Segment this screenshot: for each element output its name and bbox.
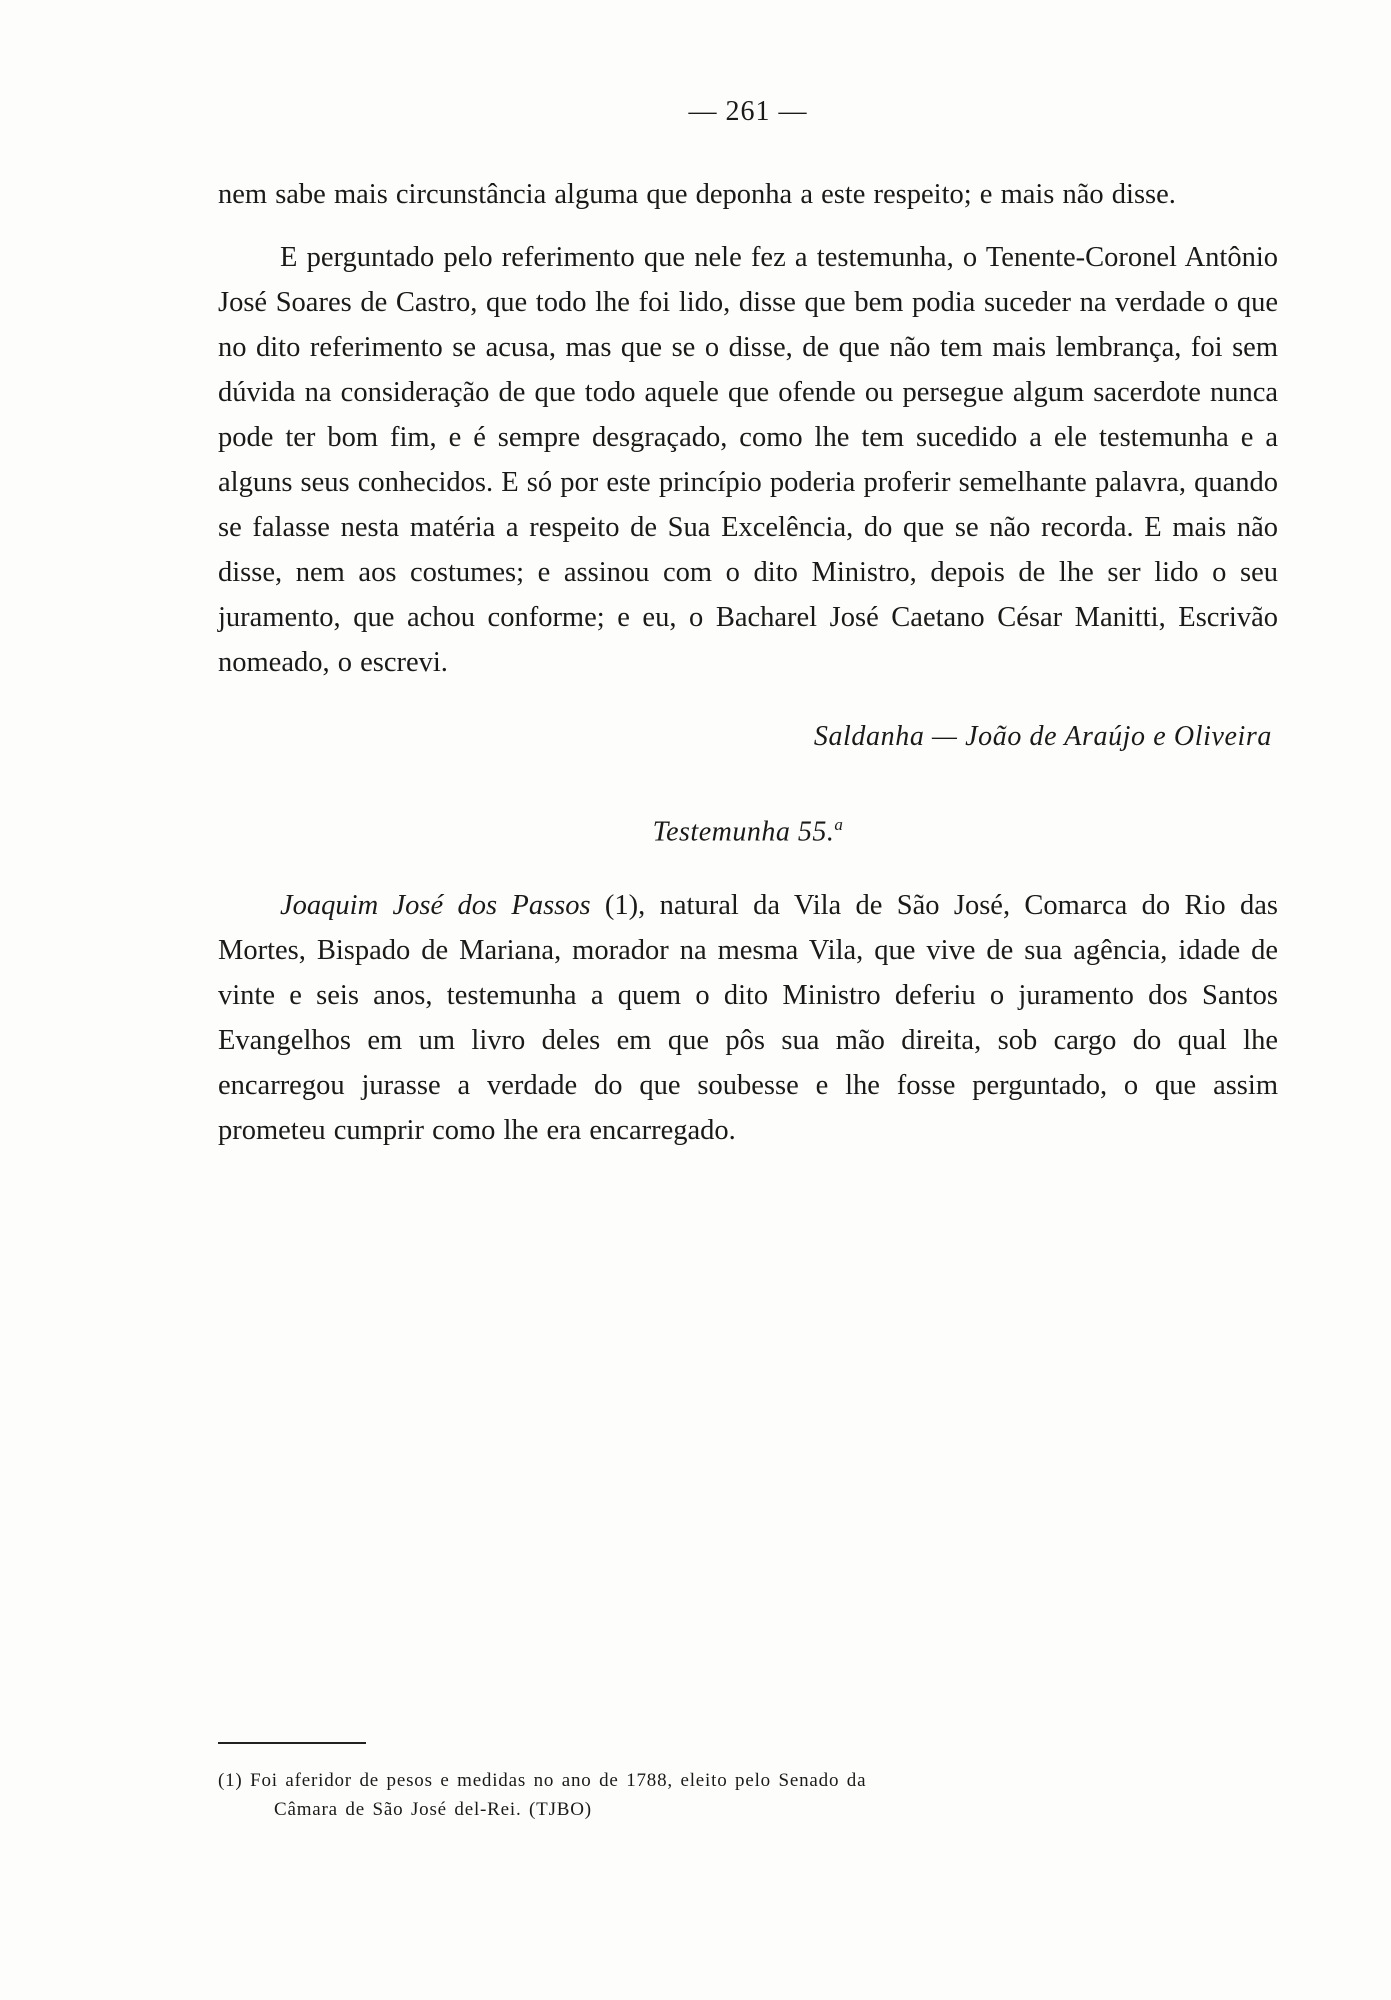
testimony-body-text: (1), natural da Vila de São José, Comarca do Rio das Mortes, Bispado de Mariana, morador na mesma Vila, que vive de sua agência, idade de vinte e seis anos, testemunha a quem o dito Ministro deferiu o juramento dos Santos Evangelhos em um livro deles em que pôs sua mão direita, sob cargo do qual lhe encarregou jurasse a verdade do que soubesse e lhe fosse perguntado, o que assim prometeu cumprir como lhe era encarregado. [218, 889, 1278, 1146]
footnote-text [218, 1766, 1278, 1825]
footnote-rule [218, 1742, 366, 1744]
paragraph-1: nem sabe mais circunstância alguma que deponha a este respeito; e mais não disse. [218, 179, 1176, 210]
paragraph-spacer [218, 217, 1278, 235]
paragraph-2: E perguntado pelo referimento que nele fez a testemunha, o Tenente-Coronel Antônio José Soares de Castro, que todo lhe foi lido, disse que bem podia suceder na verdade o que no dito referimento se acusa, mas que se o disse, de que não tem mais lembrança, foi sem dúvida na consideração de que todo aquele que ofende ou persegue algum sacerdote nunca pode ter bom fim, e é sempre desgraçado, como lhe tem sucedido a ele testemunha e a alguns seus conhecidos. E só por este princípio poderia proferir semelhante palavra, quando se falasse nesta matéria a respeito de Sua Excelência, do que se não recorda. E mais não disse, nem aos costumes; e assinou com o dito Ministro, depois de lhe ser lido o seu juramento, que achou conforme; e eu, o Bacharel José Caetano César Manitti, Escrivão nomeado, o escrevi. [218, 242, 1278, 679]
footnote-line-2: Câmara de São José del-Rei. (TJBO) [274, 1799, 592, 1821]
section-heading [218, 815, 1278, 848]
page-number: — 261 — [688, 96, 808, 127]
footnote-line-1: (1) Foi aferidor de pesos e medidas no ano de 1788, eleito pelo Senado da [218, 1770, 867, 1791]
testimony-witness-name: Joaquim José dos Passos [280, 889, 591, 921]
paragraph-3 [218, 883, 1278, 1153]
section-heading-text: Testemunha 55. [652, 816, 835, 848]
signature-line: Saldanha — João de Araújo e Oliveira [813, 721, 1272, 753]
section-heading-superscript: a [834, 815, 844, 835]
page-content [218, 96, 1278, 1153]
footnote-area [218, 1742, 1278, 1825]
